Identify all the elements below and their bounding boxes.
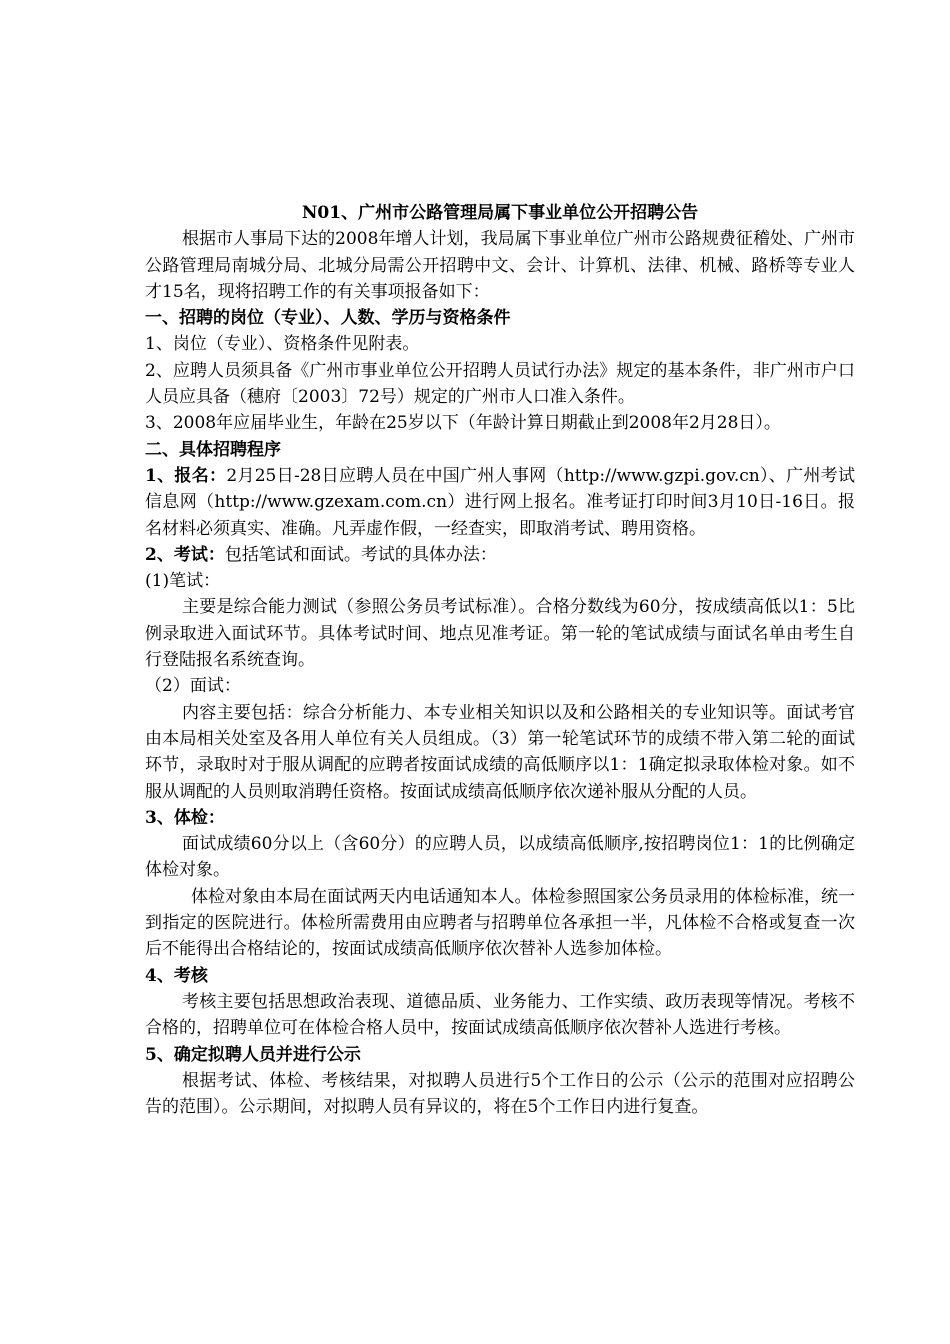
signup-paragraph (145, 463, 855, 542)
assessment-label: 4、考核 (145, 965, 208, 986)
assessment-text: 考核主要包括思想政治表现、道德品质、业务能力、工作实绩、政历表现等情况。考核不合格的，招聘单位可在体检合格人员中，按面试成绩高低顺序依次替补人选进行考核。 (145, 991, 855, 1039)
written-exam-text: 主要是综合能力测试（参照公务员考试标准）。合格分数线为60分，按成绩高低以1：5比例录取进入面试环节。具体考试时间、地点见准考证。第一轮的笔试成绩与面试名单由考生自行登陆报名系统查询。 (145, 597, 855, 671)
interview-label: （2）面试： (145, 676, 241, 697)
exam-paragraph (145, 542, 855, 568)
section1-item-3: 3、2008年应届毕业生，年龄在25岁以下（年龄计算日期截止到2008年2月28日）。 (145, 413, 781, 434)
written-exam-label: (1)笔试： (145, 571, 221, 592)
section1-heading: 一、招聘的岗位（专业）、人数、学历与资格条件 (145, 308, 511, 329)
interview-text: 内容主要包括：综合分析能力、本专业相关知识以及和公路相关的专业知识等。面试考官由本局相关处室及各用人单位有关人员组成。（3）第一轮笔试环节的成绩不带入第二轮的面试环节，录取时对于服从调配的应聘者按面试成绩的高低顺序以1：1确定拟录取体检对象。如不服从调配的人员则取消聘任资格。按面试成绩高低顺序依次递补服从分配的人员。 (145, 702, 855, 802)
physical-text-1: 面试成绩60分以上（含60分）的应聘人员，以成绩高低顺序,按招聘岗位1：1的比例确定体检对象。 (145, 834, 855, 881)
exam-label: 2、考试： (145, 544, 225, 565)
document-title: N01、广州市公路管理局属下事业单位公开招聘公告 (301, 203, 699, 223)
signup-text: 2月25日-28日应聘人员在中国广州人事网（http://www.gzpi.gov.cn）、广州考试信息网（http://www.gzexam.com.cn）进行网上报名。准考证打印时间3月10日-16日。报名材料必须真实、准确。凡弄虚作假，一经查实，即取消考试、聘用资格。 (145, 465, 855, 539)
section1-item-1: 1、岗位（专业）、资格条件见附表。 (145, 334, 420, 355)
publicity-text: 根据考试、体检、考核结果，对拟聘人员进行5个工作日的公示（公示的范围对应招聘公告的范围）。公示期间，对拟聘人员有异议的，将在5个工作日内进行复查。 (145, 1070, 855, 1118)
publicity-label: 5、确定拟聘人员并进行公示 (145, 1044, 361, 1065)
section2-heading: 二、具体招聘程序 (145, 439, 281, 460)
intro-paragraph: 根据市人事局下达的2008年增人计划，我局属下事业单位广州市公路规费征稽处、广州市公路管理局南城分局、北城分局需公开招聘中文、会计、计算机、法律、机械、路桥等专业人才15名，现将招聘工作的有关事项报备如下： (145, 229, 855, 302)
physical-label: 3、体检： (145, 807, 225, 828)
signup-label: 1、报名： (145, 465, 227, 486)
section1-item-2: 2、应聘人员须具备《广州市事业单位公开招聘人员试行办法》规定的基本条件，非广州市户口人员应具备（穗府〔2003〕72号）规定的广州市人口准入条件。 (145, 360, 855, 408)
exam-text: 包括笔试和面试。考试的具体办法： (224, 544, 497, 565)
physical-text-2: 体检对象由本局在面试两天内电话通知本人。体检参照国家公务员录用的体检标准，统一到指定的医院进行。体检所需费用由应聘者与招聘单位各承担一半，凡体检不合格或复查一次后不能得出合格结论的，按面试成绩高低顺序依次替补人选参加体检。 (145, 886, 855, 960)
document-page (145, 200, 855, 1120)
